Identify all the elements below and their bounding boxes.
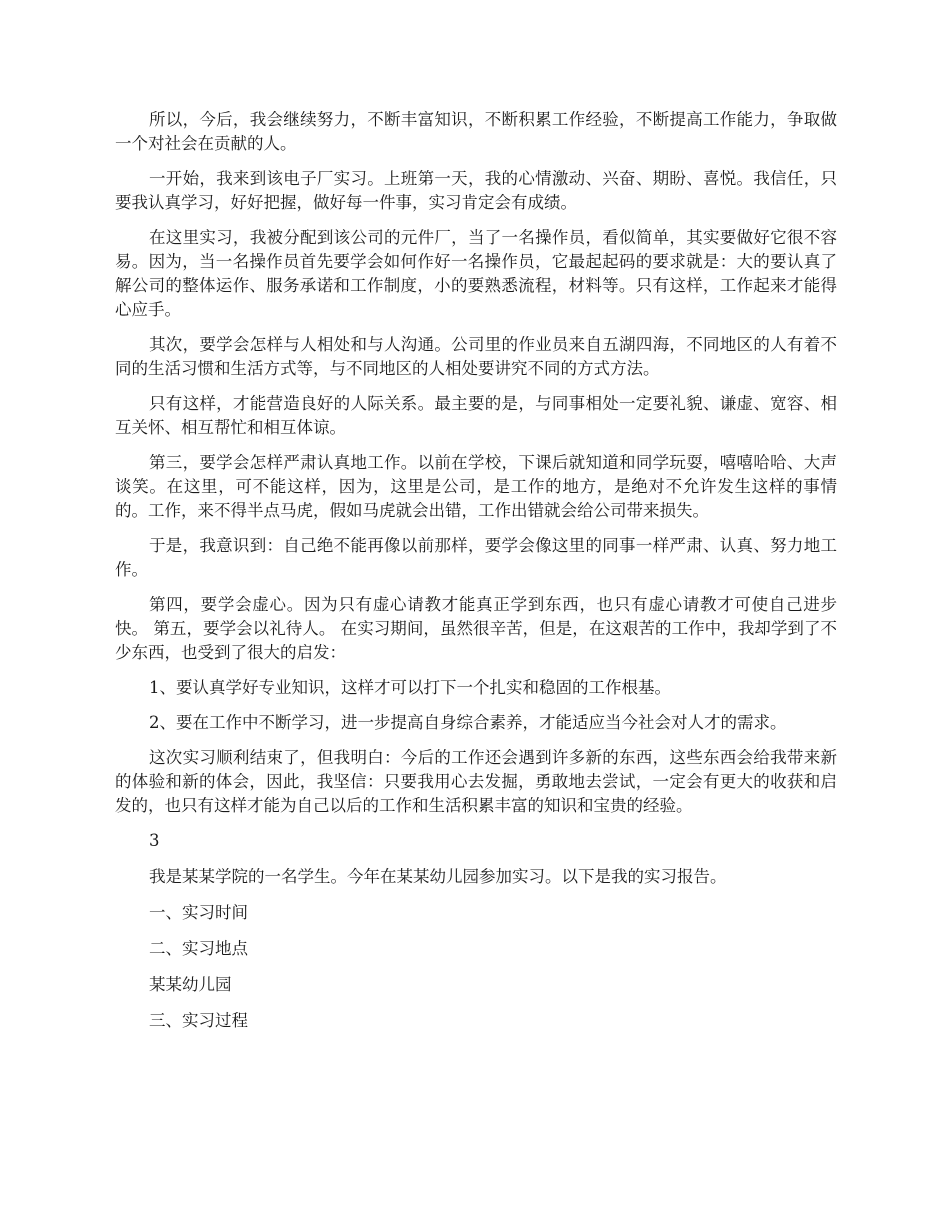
paragraph-5: 只有这样，才能营造良好的人际关系。最主要的是，与同事相处一定要礼貌、谦虚、宽容、相互关怀、相互帮忙和相互体谅。 [115, 394, 837, 437]
paragraph-6: 第三，要学会怎样严肃认真地工作。以前在学校，下课后就知道和同学玩耍，嘻嘻哈哈、大声谈笑。在这里，可不能这样，因为，这里是公司，是工作的地方，是绝对不允许发生这样的事情的。工作，来不得半点马虎，假如马虎就会出错，工作出错就会给公司带来损失。 [115, 453, 837, 520]
paragraph-11: 这次实习顺利结束了，但我明白：今后的工作还会遇到许多新的东西，这些东西会给我带来新的体验和新的体会，因此，我坚信：只要我用心去发掘，勇敢地去尝试，一定会有更大的收获和启发的，也只有这样才能为自己以后的工作和生活积累丰富的知识和宝贵的经验。 [115, 748, 837, 815]
heading-internship-location: 二、实习地点 [149, 939, 248, 958]
paragraph-4: 其次，要学会怎样与人相处和与人沟通。公司里的作业员来自五湖四海，不同地区的人有着不同的生活习惯和生活方式等，与不同地区的人相处要讲究不同的方式方法。 [115, 335, 837, 378]
report-intro: 我是某某学院的一名学生。今年在某某幼儿园参加实习。以下是我的实习报告。 [149, 867, 727, 886]
section-number: 3 [149, 831, 160, 850]
document-page [115, 108, 837, 1045]
paragraph-3: 在这里实习，我被分配到该公司的元件厂，当了一名操作员，看似简单，其实要做好它很不容易。因为，当一名操作员首先要学会如何作好一名操作员，它最起起码的要求就是：大的要认真了解公司的整体运作、服务承诺和工作制度，小的要熟悉流程，材料等。只有这样，工作起来才能得心应手。 [115, 228, 837, 319]
paragraph-2: 一开始，我来到该电子厂实习。上班第一天，我的心情激动、兴奋、期盼、喜悦。我信任，只要我认真学习，好好把握，做好每一件事，实习肯定会有成绩。 [115, 169, 837, 212]
heading-internship-process: 三、实习过程 [149, 1011, 248, 1030]
paragraph-1: 所以，今后，我会继续努力，不断丰富知识，不断积累工作经验，不断提高工作能力，争取做一个对社会在贡献的人。 [115, 110, 837, 153]
paragraph-7: 于是，我意识到：自己绝不能再像以前那样，要学会像这里的同事一样严肃、认真、努力地工作。 [115, 536, 837, 579]
location-value: 某某幼儿园 [149, 975, 232, 994]
paragraph-9: 1、要认真学好专业知识，这样才可以打下一个扎实和稳固的工作根基。 [149, 678, 671, 697]
heading-internship-time: 一、实习时间 [149, 903, 248, 922]
paragraph-8: 第四，要学会虚心。因为只有虚心请教才能真正学到东西，也只有虚心请教才可使自己进步快。 第五，要学会以礼待人。 在实习期间，虽然很辛苦，但是，在这艰苦的工作中，我却学到了不少东西，也受到了很大的启发： [115, 595, 837, 662]
paragraph-10: 2、要在工作中不断学习，进一步提高自身综合素养，才能适应当今社会对人才的需求。 [149, 713, 787, 732]
